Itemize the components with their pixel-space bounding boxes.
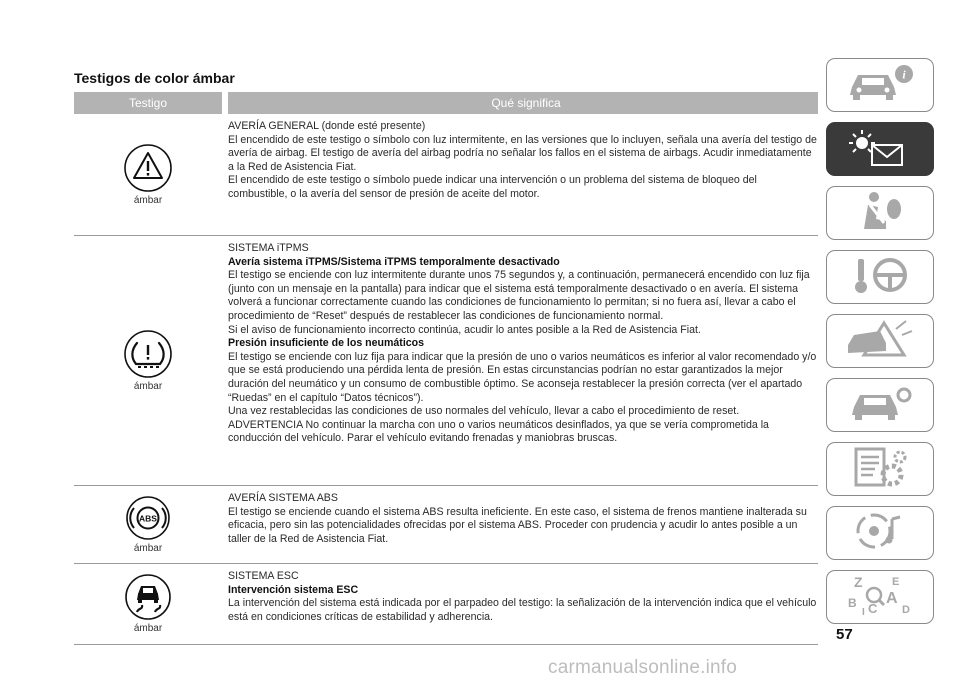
- color-caption: ámbar: [133, 194, 163, 206]
- description-cell: [222, 114, 818, 235]
- paragraph: El encendido de este testigo o símbolo con luz intermitente, en las versiones que lo incluyen, señala una avería del testigo de avería de airbag. El testigo de avería del airbag podría no señalar los fallos en el sistema de airbags. Acudir inmediatamente a la Red de Asistencia Fiat.: [228, 133, 817, 173]
- index-letter: D: [902, 603, 910, 616]
- index-letter: B: [848, 595, 857, 610]
- description-cell: [222, 486, 818, 563]
- tab-starting-driving[interactable]: [826, 250, 934, 304]
- abs-icon-label: ABS: [139, 513, 157, 523]
- warning-lights-message-icon: [840, 125, 920, 174]
- index-letter: Z: [854, 573, 863, 590]
- subheading: Avería sistema iTPMS/Sistema iTPMS temporalmente desactivado: [228, 255, 560, 268]
- tab-safety[interactable]: [826, 186, 934, 240]
- table-header: [74, 92, 818, 114]
- index-letter: C: [868, 600, 878, 616]
- paragraph: Si el aviso de funcionamiento incorrecto continúa, acudir lo antes posible a la Red de Asistencia Fiat.: [228, 323, 701, 336]
- table-row: [74, 564, 818, 645]
- header-que-significa: Qué significa: [491, 96, 561, 110]
- table-row: [74, 114, 818, 236]
- tab-index[interactable]: [826, 570, 934, 624]
- indicator-cell: [74, 114, 222, 235]
- multimedia-icon: [840, 509, 920, 558]
- page-number: 57: [836, 626, 853, 643]
- paragraph: El testigo se enciende cuando el sistema ABS resulta ineficiente. En este caso, el sistema de frenos mantiene inalterada su eficacia, pero sin las potencialidades ofrecidas por el sistema ABS. Proceder con prudencia y acudir lo antes posible a un taller de la Red de Asistencia Fiat.: [228, 505, 807, 545]
- description-cell: [222, 564, 818, 644]
- tab-emergency[interactable]: [826, 314, 934, 368]
- subheading: Presión insuficiente de los neumáticos: [228, 337, 425, 350]
- paragraph: Una vez restablecidas las condiciones de uso normales del vehículo, llevar a cabo el procedimiento de reset.: [228, 405, 740, 418]
- page-title: Testigos de color ámbar: [74, 70, 235, 86]
- tab-warning-lights[interactable]: [826, 122, 934, 176]
- color-caption: ámbar: [133, 623, 163, 634]
- tire-pressure-icon: [119, 330, 177, 378]
- table-row: [74, 236, 818, 486]
- watermark: carmanualsonline.info: [548, 657, 738, 678]
- tab-multimedia[interactable]: [826, 506, 934, 560]
- indicator-cell: [74, 564, 222, 644]
- color-caption: ámbar: [133, 542, 163, 554]
- description-cell: [222, 236, 818, 485]
- key-steering-wheel-icon: [840, 253, 920, 302]
- alphabetical-index-icon: [840, 573, 920, 622]
- paragraph: El testigo se enciende con luz intermitente durante unos 75 segundos y, a continuación, permanecerá encendido con luz fija (junto con un mensaje en la pantalla) para indicar que el sistema está temporalmente desactivado o en avería. El sistema volverá a funcionar correctamente cuando las condiciones de funcionamiento lo permitan; si no fuera así, llevar a cabo el procedimiento de “Reset” después de restablecer las condiciones de funcionamiento normal.: [228, 269, 810, 322]
- paragraph: La intervención del sistema está indicada por el parpadeo del testigo: la señalización de la intervención indica que el vehículo está en condiciones críticas de estabilidad y adherencia.: [228, 597, 817, 623]
- subheading: Intervención sistema ESC: [228, 583, 359, 596]
- row-heading: AVERÍA GENERAL (donde esté presente): [228, 120, 426, 132]
- warning-triangle-icon: [119, 144, 177, 192]
- tab-maintenance[interactable]: [826, 378, 934, 432]
- indicator-cell: [74, 486, 222, 563]
- header-separator: [222, 92, 228, 114]
- tab-car-info[interactable]: [826, 58, 934, 112]
- row-heading: AVERÍA SISTEMA ABS: [228, 492, 338, 504]
- esc-skid-car-icon: [119, 574, 177, 620]
- chapter-tabs: [826, 58, 934, 634]
- row-heading: SISTEMA ESC: [228, 570, 299, 582]
- paragraph: El testigo se enciende con luz fija para indicar que la presión de uno o varios neumáticos es inferior al valor recomendado y/o que se está produciendo una pérdida lenta de presión. En estas circunstancias podrían no estar garantizados la mejor duración del neumático y un consumo de combustible óptimo. Se aconseja restablecer la presión correcta (ver el apartado “Ruedas” en el capítulo “Datos técnicos”).: [228, 350, 817, 404]
- table-row: [74, 486, 818, 564]
- seat-airbag-safety-icon: [840, 189, 920, 238]
- emergency-car-icon: [840, 317, 920, 366]
- indicator-cell: [74, 236, 222, 485]
- header-testigo: Testigo: [128, 96, 168, 110]
- row-heading: SISTEMA iTPMS: [228, 242, 309, 254]
- index-letter: A: [886, 589, 898, 607]
- tab-technical-data[interactable]: [826, 442, 934, 496]
- index-letter: I: [862, 606, 865, 617]
- abs-icon: [119, 496, 177, 540]
- index-letter: E: [892, 575, 900, 588]
- warning-lights-table: [74, 92, 818, 645]
- car-maintenance-icon: [840, 381, 920, 430]
- svg-text:i: i: [902, 67, 906, 81]
- paragraph: ADVERTENCIA No continuar la marcha con uno o varios neumáticos desinflados, ya que se vería comprometida la conducción del vehículo. Parar el vehículo evitando frenadas y maniobras bruscas.: [228, 418, 769, 445]
- specifications-gear-icon: [840, 445, 920, 494]
- paragraph: El encendido de este testigo o símbolo puede indicar una intervención o un problema del sistema de bloqueo del combustible, o la avería del sensor de presión de aceite del motor.: [228, 174, 757, 200]
- car-info-icon: [840, 61, 920, 110]
- color-caption: ámbar: [133, 380, 163, 392]
